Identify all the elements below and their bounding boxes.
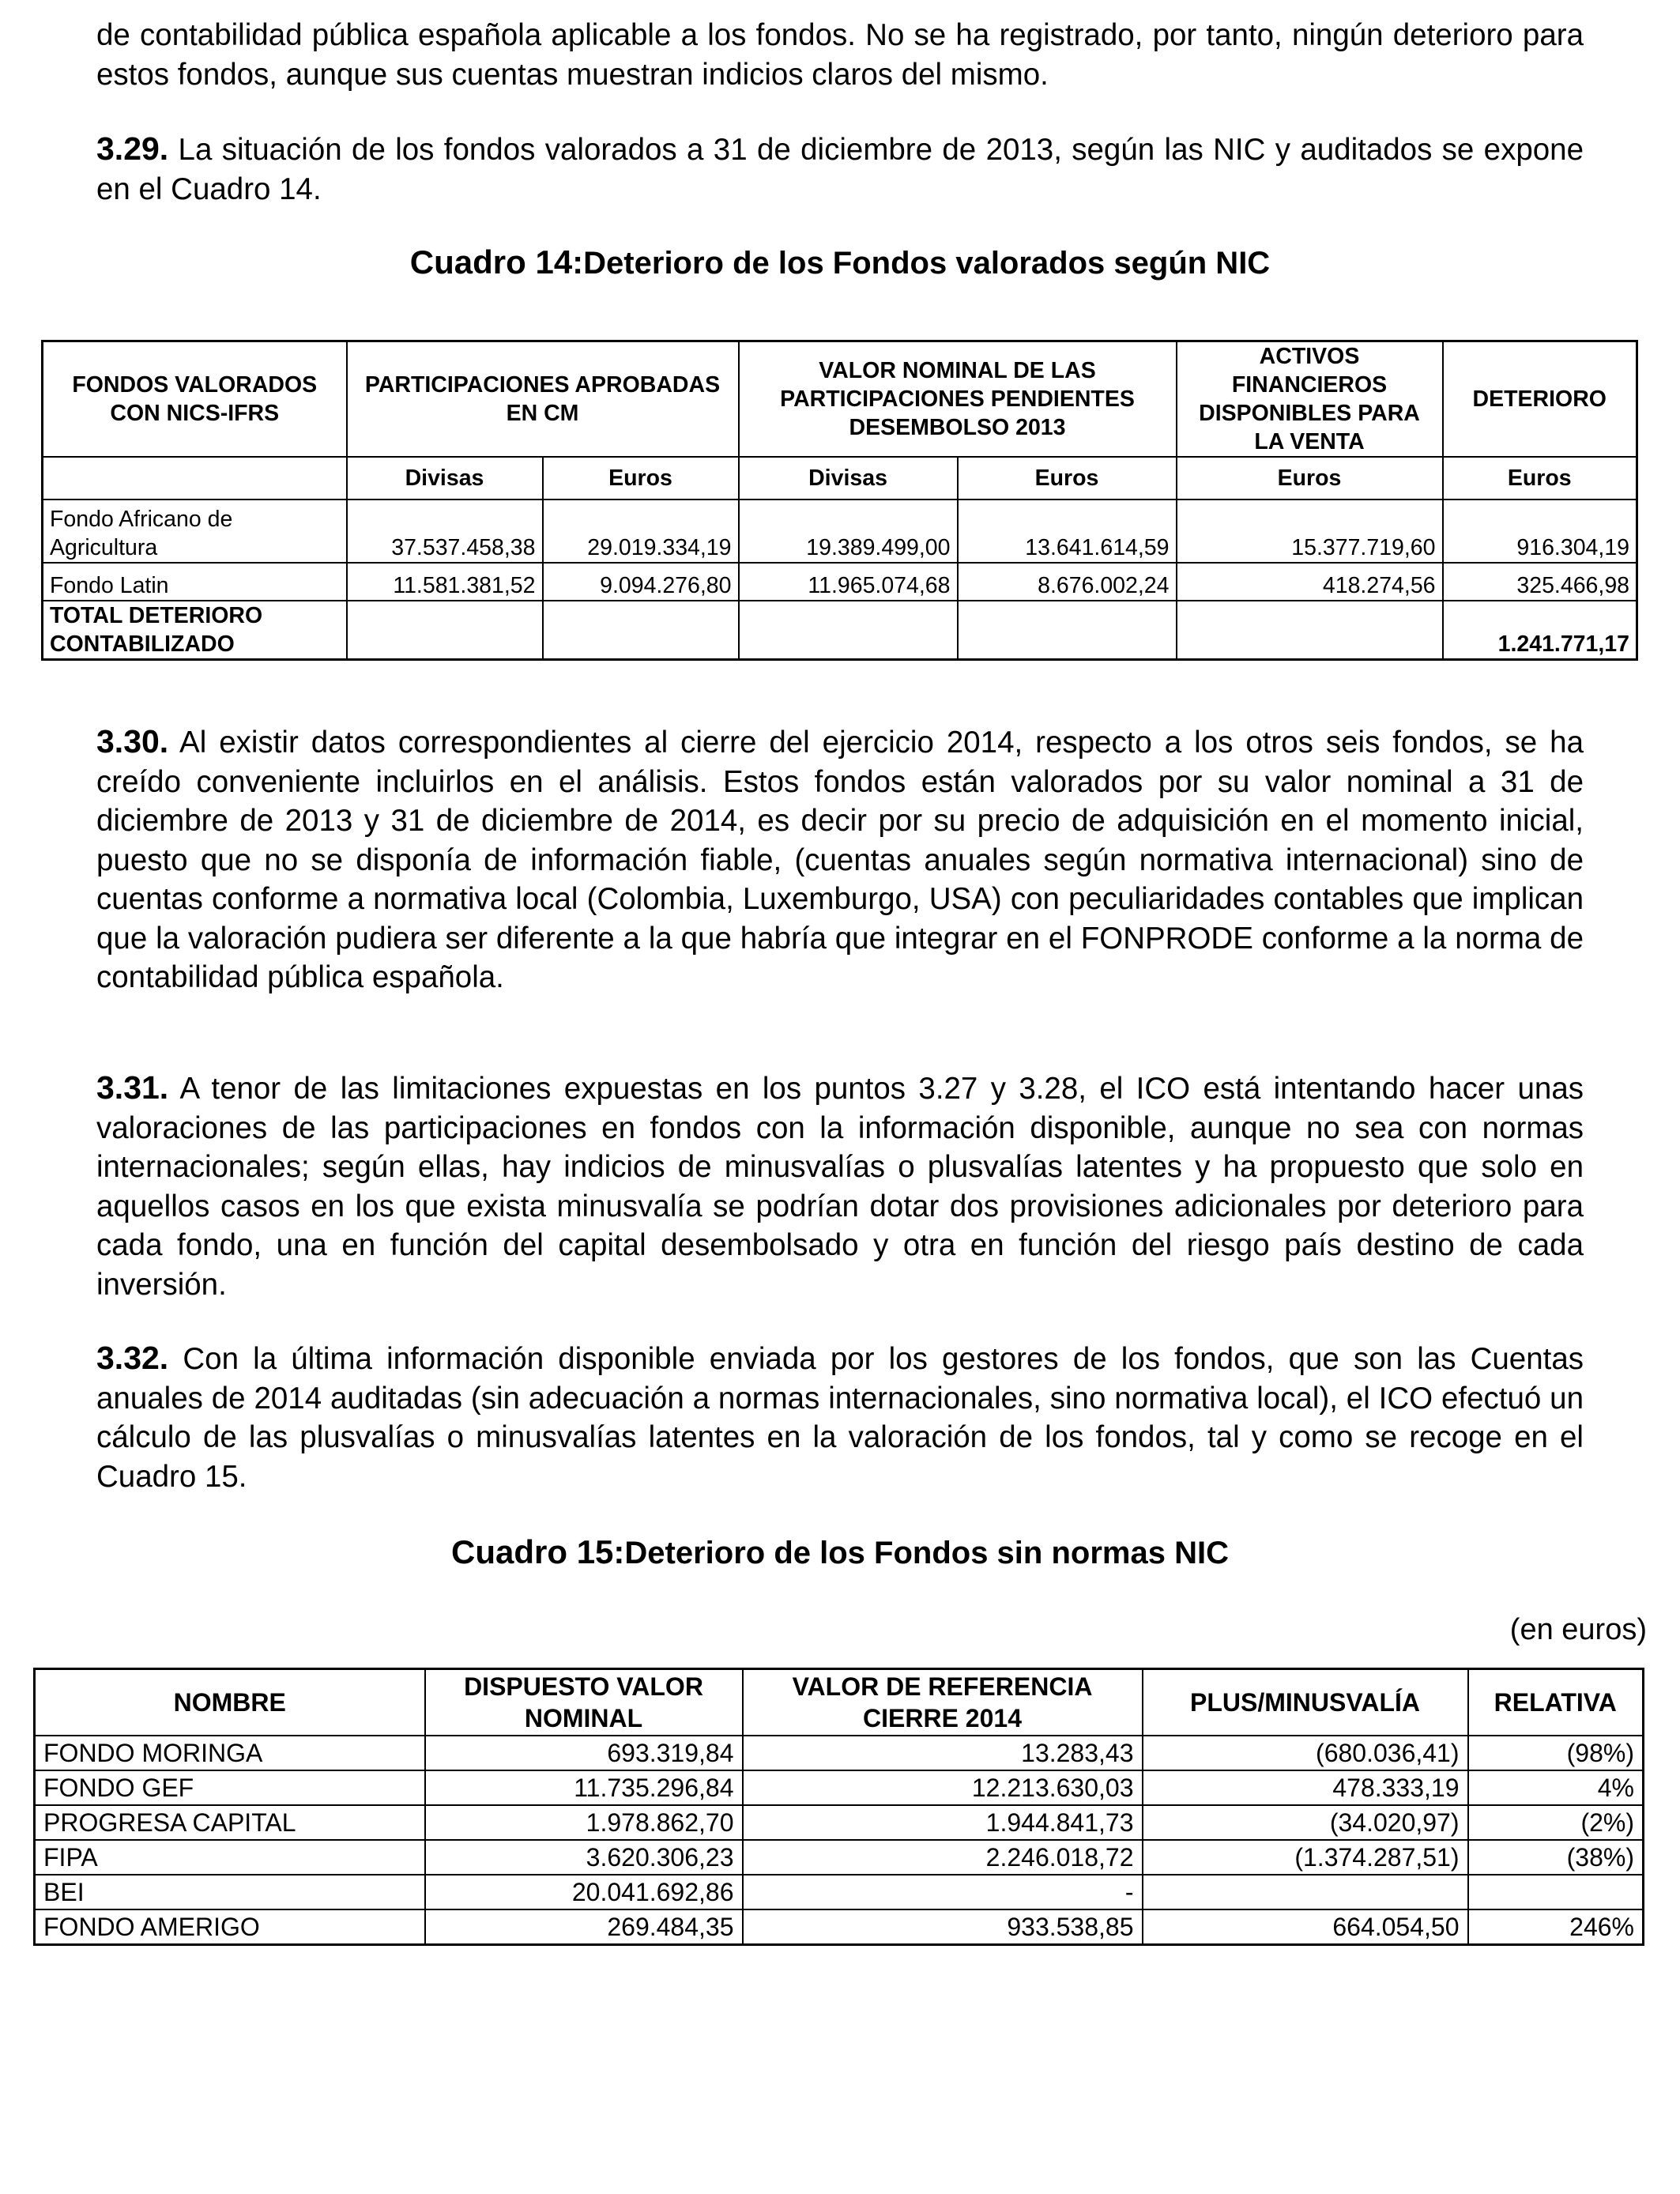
cuadro-14-caption xyxy=(96,243,1584,282)
value-cell: 20.041.692,86 xyxy=(425,1875,743,1909)
cuadro-15-caption xyxy=(96,1533,1584,1572)
subheader-cell: Euros xyxy=(543,457,739,499)
empty-cell xyxy=(347,601,543,660)
subheader-cell: Divisas xyxy=(739,457,958,499)
table-row xyxy=(35,1840,1644,1875)
subheader-cell xyxy=(43,457,347,499)
value-cell: (98%) xyxy=(1468,1736,1644,1770)
value-cell: 916.304,19 xyxy=(1443,499,1637,563)
cuadro-14-table xyxy=(41,340,1638,661)
cuadro-15-label: Cuadro 15: xyxy=(451,1533,625,1570)
value-cell: 2.246.018,72 xyxy=(743,1840,1143,1875)
subheader-cell: Divisas xyxy=(347,457,543,499)
unit-label: (en euros) xyxy=(1509,1613,1647,1646)
cuadro-14-label: Cuadro 14: xyxy=(409,243,584,281)
total-label-cell: TOTAL DETERIORO CONTABILIZADO xyxy=(43,601,347,660)
cuadro-14-title: Deterioro de los Fondos valorados según NIC xyxy=(583,246,1271,281)
subheader-cell: Euros xyxy=(958,457,1177,499)
fund-name-cell: Fondo Africano de Agricultura xyxy=(43,499,347,563)
empty-cell xyxy=(543,601,739,660)
header-row xyxy=(43,341,1637,458)
table-row xyxy=(43,563,1637,601)
paragraph-3-32 xyxy=(96,1339,1584,1496)
paragraph-continuation: de contabilidad pública española aplicable a los fondos. No se ha registrado, por tanto, ningún deterioro para estos fondos, aunque sus cuentas muestran indicios claros del mismo. xyxy=(96,18,1584,92)
empty-cell xyxy=(958,601,1177,660)
paragraph-text: Al existir datos correspondientes al cierre del ejercicio 2014, respecto a los otros seis fondos, se ha creído conveniente incluirlos en el análisis. Estos fondos están valorados por su valor nominal a 31 de diciembre de 2013 y 31 de diciembre de 2014, es decir por su precio de adquisición en el momento inicial, puesto que no se disponía de información fiable, (cuentas anuales según normativa internacional) sino de cuentas conforme a normativa local (Colombia, Luxemburgo, USA) con peculiaridades contables que implican que la valoración pudiera ser diferente a la que habría que integrar en el FONPRODE conforme a la norma de contabilidad pública española. xyxy=(96,726,1584,994)
paragraph-text: Con la última información disponible enviada por los gestores de los fondos, que son las Cuentas anuales de 2014 auditadas (sin adecuación a normas internacionales, sino normativa local), el ICO efectuó un cálculo de las plusvalías o minusvalías latentes en la valoración de los fondos, tal y como se recoge en el Cuadro 15. xyxy=(96,1342,1584,1494)
header-cell: FONDOS VALORADOS CON NICS-IFRS xyxy=(43,341,347,458)
table-row xyxy=(35,1875,1644,1909)
subheader-cell: Euros xyxy=(1443,457,1637,499)
total-value-cell: 1.241.771,17 xyxy=(1443,601,1637,660)
value-cell: 478.333,19 xyxy=(1143,1770,1468,1805)
header-cell: PARTICIPACIONES APROBADAS EN CM xyxy=(347,341,739,458)
header-cell: VALOR DE REFERENCIA CIERRE 2014 xyxy=(743,1669,1143,1736)
fund-name-cell: FONDO AMERIGO xyxy=(35,1909,425,1945)
value-cell: (1.374.287,51) xyxy=(1143,1840,1468,1875)
value-cell: 37.537.458,38 xyxy=(347,499,543,563)
header-cell: NOMBRE xyxy=(35,1669,425,1736)
paragraph-number: 3.32. xyxy=(96,1340,169,1376)
paragraph-text: La situación de los fondos valorados a 31 de diciembre de 2013, según las NIC y auditados se expone en el Cuadro 14. xyxy=(96,133,1584,206)
value-cell: 11.735.296,84 xyxy=(425,1770,743,1805)
subheader-row xyxy=(43,457,1637,499)
header-cell: RELATIVA xyxy=(1468,1669,1644,1736)
value-cell: 9.094.276,80 xyxy=(543,563,739,601)
table-row xyxy=(35,1770,1644,1805)
paragraph-3-29 xyxy=(96,130,1584,209)
subheader-cell: Euros xyxy=(1177,457,1443,499)
value-cell: 12.213.630,03 xyxy=(743,1770,1143,1805)
fund-name-cell: BEI xyxy=(35,1875,425,1909)
header-cell: PLUS/MINUSVALÍA xyxy=(1143,1669,1468,1736)
value-cell: 19.389.499,00 xyxy=(739,499,958,563)
value-cell: 11.581.381,52 xyxy=(347,563,543,601)
value-cell: 933.538,85 xyxy=(743,1909,1143,1945)
value-cell: 11.965.074,68 xyxy=(739,563,958,601)
value-cell: 1.978.862,70 xyxy=(425,1805,743,1840)
value-cell: (34.020,97) xyxy=(1143,1805,1468,1840)
paragraph-text: A tenor de las limitaciones expuestas en los puntos 3.27 y 3.28, el ICO está intentando hacer unas valoraciones de las participaciones en fondos con la información disponible, aunque no sea con normas internacionales; según ellas, hay indicios de minusvalías o plusvalías latentes y ha propuesto que solo en aquellos casos en los que exista minusvalía se podrían dotar dos provisiones adicionales por deterioro para cada fondo, una en función del capital desembolsado y otra en función del riesgo país destino de cada inversión. xyxy=(96,1072,1584,1302)
value-cell: 693.319,84 xyxy=(425,1736,743,1770)
cuadro-15-table xyxy=(33,1668,1644,1946)
value-cell: (38%) xyxy=(1468,1840,1644,1875)
value-cell: 269.484,35 xyxy=(425,1909,743,1945)
header-cell: ACTIVOS FINANCIEROS DISPONIBLES PARA LA VENTA xyxy=(1177,341,1443,458)
table-row xyxy=(35,1909,1644,1945)
value-cell: 29.019.334,19 xyxy=(543,499,739,563)
fund-name-cell: Fondo Latin xyxy=(43,563,347,601)
table-row xyxy=(43,499,1637,563)
paragraph-number: 3.30. xyxy=(96,723,169,760)
value-cell: 664.054,50 xyxy=(1143,1909,1468,1945)
header-row xyxy=(35,1669,1644,1736)
empty-cell xyxy=(739,601,958,660)
header-cell: DETERIORO xyxy=(1443,341,1637,458)
total-row xyxy=(43,601,1637,660)
value-cell: 325.466,98 xyxy=(1443,563,1637,601)
fund-name-cell: FONDO GEF xyxy=(35,1770,425,1805)
fund-name-cell: FIPA xyxy=(35,1840,425,1875)
paragraph-number: 3.31. xyxy=(96,1069,169,1106)
empty-cell xyxy=(1177,601,1443,660)
cuadro-15-title: Deterioro de los Fondos sin normas NIC xyxy=(624,1536,1229,1570)
table-row xyxy=(35,1736,1644,1770)
fund-name-cell: FONDO MORINGA xyxy=(35,1736,425,1770)
value-cell: 15.377.719,60 xyxy=(1177,499,1443,563)
header-cell: VALOR NOMINAL DE LAS PARTICIPACIONES PENDIENTES DESEMBOLSO 2013 xyxy=(739,341,1177,458)
value-cell: 13.641.614,59 xyxy=(958,499,1177,563)
value-cell: 13.283,43 xyxy=(743,1736,1143,1770)
value-cell: 3.620.306,23 xyxy=(425,1840,743,1875)
paragraph-3-30 xyxy=(96,722,1584,997)
value-cell: 246% xyxy=(1468,1909,1644,1945)
value-cell xyxy=(1143,1875,1468,1909)
value-cell xyxy=(1468,1875,1644,1909)
value-cell: (680.036,41) xyxy=(1143,1736,1468,1770)
value-cell: 4% xyxy=(1468,1770,1644,1805)
fund-name-cell: PROGRESA CAPITAL xyxy=(35,1805,425,1840)
value-cell: 1.944.841,73 xyxy=(743,1805,1143,1840)
value-cell: (2%) xyxy=(1468,1805,1644,1840)
paragraph-number: 3.29. xyxy=(96,130,169,167)
value-cell: 8.676.002,24 xyxy=(958,563,1177,601)
table-row xyxy=(35,1805,1644,1840)
value-cell: 418.274,56 xyxy=(1177,563,1443,601)
header-cell: DISPUESTO VALOR NOMINAL xyxy=(425,1669,743,1736)
paragraph-3-31 xyxy=(96,1069,1584,1304)
value-cell: - xyxy=(743,1875,1143,1909)
